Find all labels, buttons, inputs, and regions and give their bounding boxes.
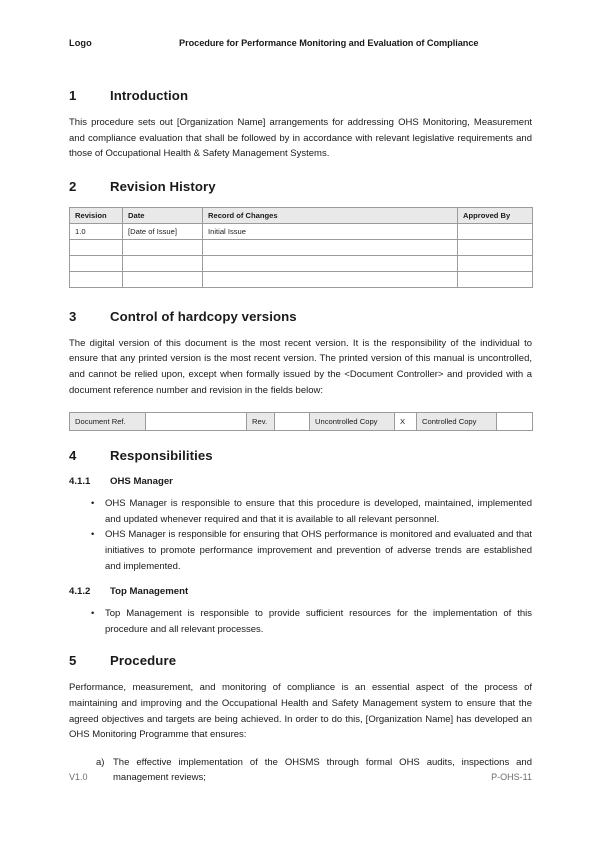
bullet-list-top-management xyxy=(69,606,532,637)
table-row xyxy=(70,223,533,239)
column-header-approved-by: Approved By xyxy=(458,207,533,223)
document-footer xyxy=(69,772,532,782)
heading-text: Revision History xyxy=(110,178,216,194)
footer-version: V1.0 xyxy=(69,772,88,782)
cell-approved-by xyxy=(458,271,533,287)
cell-record-of-changes xyxy=(203,255,458,271)
cell-date: [Date of Issue] xyxy=(123,223,203,239)
label-uncontrolled-copy: Uncontrolled Copy xyxy=(310,413,395,431)
checkbox-controlled-copy[interactable] xyxy=(497,413,533,431)
bullet-icon: • xyxy=(91,529,95,541)
document-title: Procedure for Performance Monitoring and Evaluation of Compliance xyxy=(179,38,479,48)
cell-date xyxy=(123,255,203,271)
subheading-text: Top Management xyxy=(110,586,189,598)
heading-responsibilities xyxy=(69,448,532,463)
list-item-text: The effective implementation of the OHSMS through formal OHS audits, inspections and management reviews; xyxy=(113,756,532,784)
cell-revision xyxy=(70,255,123,271)
cell-revision xyxy=(70,239,123,255)
heading-number: 4 xyxy=(69,448,77,464)
paragraph-introduction: This procedure sets out [Organization Name] arrangements for addressing OHS Monitoring, Measurement and compliance evaluation that shall be followed by in accordance with relevant legislative requirements and those of Occupational Health & Safety Management Systems. xyxy=(69,117,532,160)
revision-history-table xyxy=(69,207,533,288)
heading-introduction xyxy=(69,88,532,103)
heading-procedure xyxy=(69,653,532,668)
field-document-ref-value[interactable] xyxy=(146,413,247,431)
cell-record-of-changes xyxy=(203,239,458,255)
bullet-icon: • xyxy=(91,498,95,510)
paragraph-procedure: Performance, measurement, and monitoring of compliance is an essential aspect of the process of maintaining and improving and the Occupational Health and Safety Management system to ensure that the agreed objectives and targets are being achieved. In order to do this, [Organization Name] has developed an OHS Monitoring Programme that ensures: xyxy=(69,682,532,741)
cell-record-of-changes: Initial Issue xyxy=(203,223,458,239)
list-item xyxy=(69,496,532,527)
checkbox-uncontrolled-copy[interactable]: X xyxy=(395,413,417,431)
subheading-number: 4.1.2 xyxy=(69,586,91,598)
heading-ohs-manager xyxy=(69,476,532,487)
column-header-record-of-changes: Record of Changes xyxy=(203,207,458,223)
table-row xyxy=(70,271,533,287)
label-document-ref: Document Ref. xyxy=(70,413,146,431)
heading-revision-history xyxy=(69,179,532,194)
list-item xyxy=(69,606,532,637)
cell-record-of-changes xyxy=(203,271,458,287)
list-item xyxy=(69,527,532,574)
heading-number: 1 xyxy=(69,88,77,103)
list-marker: a) xyxy=(96,756,105,768)
heading-control-of-hardcopy-versions xyxy=(69,309,532,324)
logo-placeholder: Logo xyxy=(69,38,92,48)
heading-text: Procedure xyxy=(110,653,177,669)
field-rev-value[interactable] xyxy=(275,413,310,431)
paragraph-hardcopy-control: The digital version of this document is the most recent version. It is the responsibility of the individual to ensure that any printed version is the most recent version. The printed version of this manual is uncontrolled, and cannot be relied upon, except when formally issued by the <Document Controller> and provided with a document reference number and revision in the fields below: xyxy=(69,337,532,396)
heading-number: 5 xyxy=(69,653,77,669)
list-item-text: Top Management is responsible to provide sufficient resources for the implementation of this procedure and all relevant processes. xyxy=(105,608,532,635)
column-header-revision: Revision xyxy=(70,207,123,223)
heading-top-management xyxy=(69,586,532,597)
heading-text: Control of hardcopy versions xyxy=(110,308,297,324)
bullet-icon: • xyxy=(91,608,95,620)
table-header-row xyxy=(70,207,533,223)
label-rev: Rev. xyxy=(247,413,275,431)
cell-revision: 1.0 xyxy=(70,223,123,239)
cell-approved-by xyxy=(458,223,533,239)
heading-text: Responsibilities xyxy=(110,448,213,464)
cell-date xyxy=(123,239,203,255)
bullet-list-ohs-manager xyxy=(69,496,532,574)
column-header-date: Date xyxy=(123,207,203,223)
document-header xyxy=(69,0,532,48)
subheading-text: OHS Manager xyxy=(110,476,173,488)
subheading-number: 4.1.1 xyxy=(69,476,91,488)
heading-number: 3 xyxy=(69,308,77,324)
document-content xyxy=(69,0,532,786)
cell-approved-by xyxy=(458,255,533,271)
heading-text: Introduction xyxy=(110,88,189,103)
table-row xyxy=(70,413,533,431)
cell-approved-by xyxy=(458,239,533,255)
table-row xyxy=(70,255,533,271)
document-reference-table xyxy=(69,412,533,431)
list-item-text: OHS Manager is responsible for ensuring that OHS performance is monitored and evaluated and that initiatives to promote performance improvement and prevention of adverse trends are established and implemented. xyxy=(105,529,532,572)
heading-number: 2 xyxy=(69,178,77,194)
table-row xyxy=(70,239,533,255)
list-item-text: OHS Manager is responsible to ensure that this procedure is developed, maintained, implemented and updated whenever required and that it is available to all relevant personnel. xyxy=(105,498,532,525)
cell-date xyxy=(123,271,203,287)
label-controlled-copy: Controlled Copy xyxy=(417,413,497,431)
footer-doc-id: P-OHS-11 xyxy=(491,772,532,782)
cell-revision xyxy=(70,271,123,287)
